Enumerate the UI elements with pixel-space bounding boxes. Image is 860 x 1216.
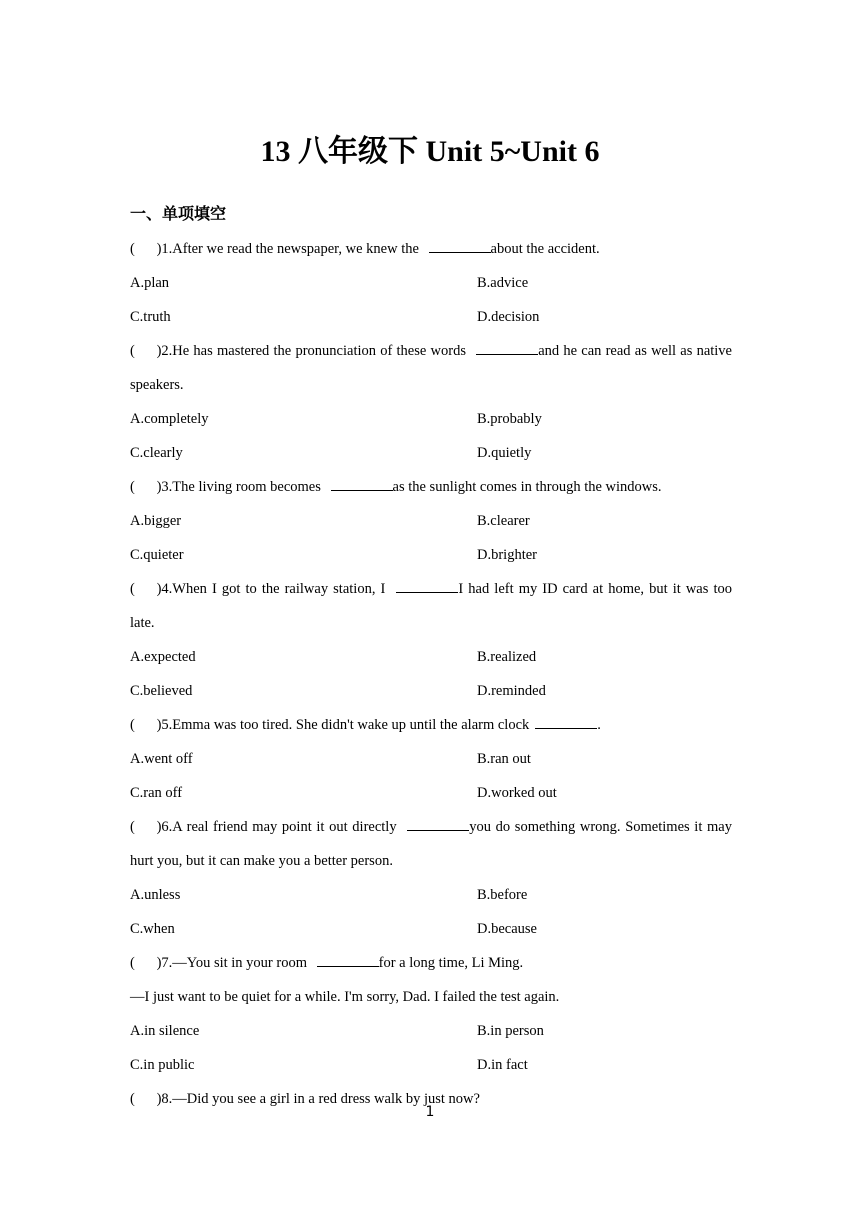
- option-item: A.completely: [130, 411, 209, 427]
- answer-blank: [331, 476, 393, 491]
- answer-blank: [476, 340, 538, 355]
- option-item: C.quieter: [130, 547, 184, 563]
- option-item: A.expected: [130, 649, 196, 665]
- option-item: A.plan: [130, 275, 170, 291]
- option-item: D.decision: [477, 309, 540, 325]
- question-text: 1.After we read the newspaper, we knew the: [161, 241, 423, 257]
- question-list: [130, 232, 732, 1116]
- question-item: [130, 232, 732, 334]
- options-grid: [130, 1014, 732, 1082]
- question-text-continued: as the sunlight comes in through the windows.: [392, 479, 662, 495]
- question-text-continued: I had left my ID card at home, but it was too late.: [130, 581, 732, 631]
- option-item: C.ran off: [130, 785, 183, 801]
- answer-bracket: ( ): [130, 1091, 162, 1107]
- answer-bracket: ( ): [130, 479, 162, 495]
- question-text-continued: for a long time, Li Ming.: [378, 955, 524, 971]
- question-text-continued: .: [597, 717, 601, 733]
- option-item: B.clearer: [477, 513, 530, 529]
- options-grid: [130, 640, 732, 708]
- question-text: 8.—Did you see a girl in a red dress walk by just now?: [161, 1091, 480, 1107]
- option-item: B.in person: [477, 1023, 544, 1039]
- option-item: B.ran out: [477, 751, 531, 767]
- question-item: [130, 946, 732, 1082]
- options-grid: [130, 504, 732, 572]
- options-grid: [130, 878, 732, 946]
- page-number: 1: [425, 1104, 435, 1120]
- option-item: C.in public: [130, 1057, 195, 1073]
- question-text: 4.When I got to the railway station, I: [161, 581, 391, 597]
- answer-blank: [396, 578, 458, 593]
- option-item: A.unless: [130, 887, 181, 903]
- question-text-continued: you do something wrong. Sometimes it may hurt you, but it can make you a better person.: [130, 819, 732, 869]
- option-item: B.before: [477, 887, 528, 903]
- options-grid: [130, 266, 732, 334]
- question-stem: [130, 470, 732, 504]
- option-item: B.realized: [477, 649, 537, 665]
- question-stem: [130, 810, 732, 878]
- question-text: 5.Emma was too tired. She didn't wake up until the alarm clock: [161, 717, 530, 733]
- options-grid: [130, 402, 732, 470]
- question-text: 2.He has mastered the pronunciation of these words: [161, 343, 471, 359]
- options-grid: [130, 742, 732, 810]
- question-stem: [130, 946, 732, 980]
- question-text: 3.The living room becomes: [161, 479, 325, 495]
- question-stem: [130, 232, 732, 266]
- question-text-continued: about the accident.: [490, 241, 600, 257]
- answer-bracket: ( ): [130, 581, 162, 597]
- option-item: D.worked out: [477, 785, 557, 801]
- answer-blank: [407, 816, 469, 831]
- dialogue-line: —I just want to be quiet for a while. I'm sorry, Dad. I failed the test again.: [130, 989, 560, 1005]
- option-item: A.bigger: [130, 513, 182, 529]
- option-item: A.went off: [130, 751, 193, 767]
- answer-bracket: ( ): [130, 343, 162, 359]
- option-item: C.when: [130, 921, 175, 937]
- answer-blank: [429, 238, 491, 253]
- answer-bracket: ( ): [130, 819, 162, 835]
- option-item: D.because: [477, 921, 537, 937]
- option-item: C.truth: [130, 309, 171, 325]
- option-item: D.in fact: [477, 1057, 528, 1073]
- question-stem: [130, 334, 732, 402]
- option-item: C.clearly: [130, 445, 183, 461]
- question-stem: [130, 572, 732, 640]
- option-item: D.quietly: [477, 445, 532, 461]
- question-stem: [130, 708, 732, 742]
- answer-blank: [317, 952, 379, 967]
- answer-bracket: ( ): [130, 241, 162, 257]
- section-heading: 一、单项填空: [130, 204, 227, 223]
- answer-blank: [535, 714, 597, 729]
- option-item: D.reminded: [477, 683, 546, 699]
- answer-bracket: ( ): [130, 955, 162, 971]
- option-item: D.brighter: [477, 547, 537, 563]
- page-title: 13 八年级下 Unit 5~Unit 6: [260, 135, 600, 168]
- option-item: B.advice: [477, 275, 529, 291]
- question-item: [130, 810, 732, 946]
- question-text: 6.A real friend may point it out directly: [161, 819, 402, 835]
- question-item: [130, 708, 732, 810]
- answer-bracket: ( ): [130, 717, 162, 733]
- option-item: A.in silence: [130, 1023, 200, 1039]
- question-item: [130, 470, 732, 572]
- question-text: 7.—You sit in your room: [161, 955, 311, 971]
- question-text-continued: and he can read as well as native speakers.: [130, 343, 732, 393]
- option-item: B.probably: [477, 411, 542, 427]
- question-item: [130, 334, 732, 470]
- option-item: C.believed: [130, 683, 193, 699]
- question-item: [130, 572, 732, 708]
